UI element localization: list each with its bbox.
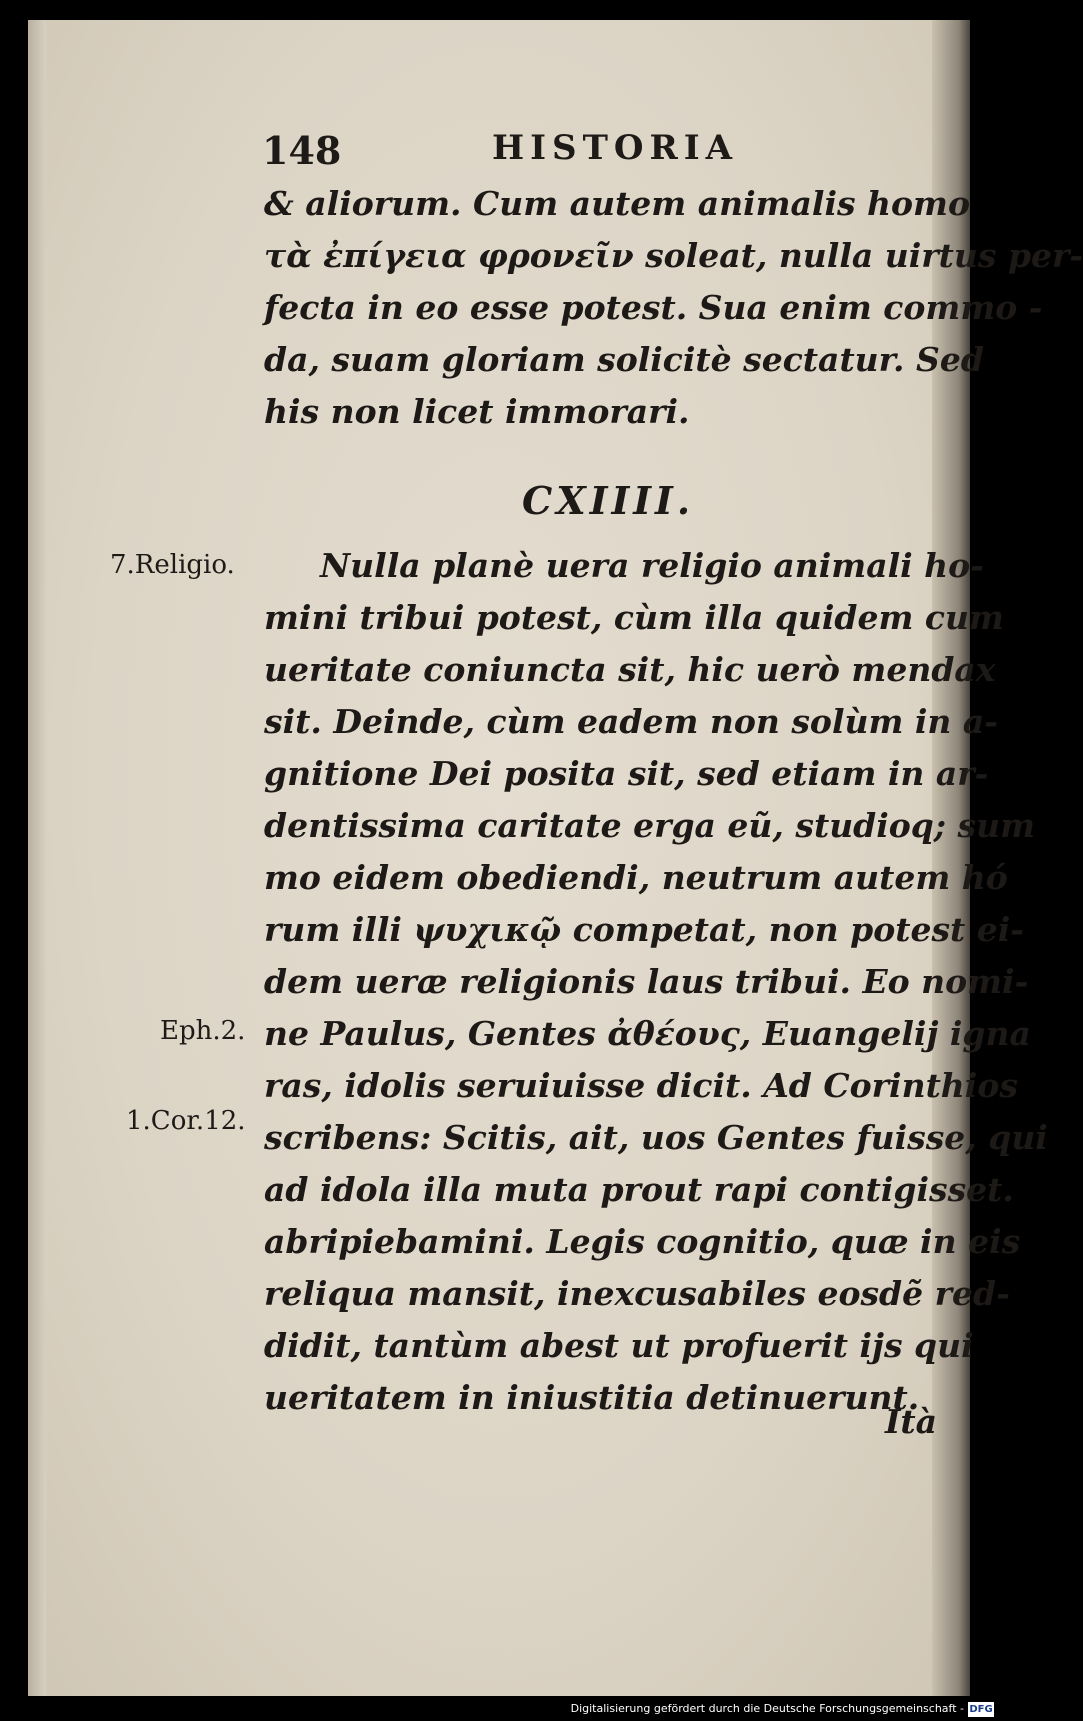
- text-line: mo eidem obediendi, neutrum autem hó: [264, 858, 1008, 897]
- text-line: ueritatem in iniustitia detinuerunt.: [264, 1378, 920, 1417]
- catchword: Ità: [885, 1402, 938, 1441]
- text-line: dentissima caritate erga eũ, studioq; sum: [264, 806, 1036, 845]
- margin-note-religio: 7.Religio.: [110, 550, 235, 580]
- text-line: rum illi ψυχικῷ competat, non potest ei-: [264, 910, 1024, 949]
- text-line: his non licet immorari.: [264, 392, 690, 431]
- text-line: mini tribui potest, cùm illa quidem cum: [264, 598, 1004, 637]
- text-line: abripiebamini. Legis cognitio, quæ in eis: [264, 1222, 1021, 1261]
- paragraph-main: [264, 540, 1048, 1424]
- text-line: sit. Deinde, cùm eadem non solùm in a-: [264, 702, 998, 741]
- footer-bar: [0, 1700, 1000, 1721]
- text-line: reliqua mansit, inexcusabiles eosdẽ red-: [264, 1274, 1010, 1313]
- text-line: ad idola illa muta prout rapi contigisset.: [264, 1170, 1014, 1209]
- text-line: didit, tantùm abest ut profuerit ijs qui: [264, 1326, 974, 1365]
- text-line: ne Paulus, Gentes ἀθέους, Euangelij igna: [264, 1014, 1031, 1053]
- text-line: da, suam gloriam solicitè sectatur. Sed: [264, 340, 984, 379]
- paragraph-top: [264, 178, 1083, 438]
- text-line: dem ueræ religionis laus tribui. Eo nomi-: [264, 962, 1029, 1001]
- text-line: Nulla planè uera religio animali ho-: [320, 546, 984, 585]
- margin-note-cor: 1.Cor.12.: [126, 1106, 246, 1136]
- text-line: scribens: Scitis, ait, uos Gentes fuisse, qui: [264, 1118, 1048, 1157]
- page-gutter: [28, 20, 46, 1696]
- running-title: HISTORIA: [492, 128, 739, 168]
- text-line: fecta in eo esse potest. Sua enim commo -: [264, 288, 1043, 327]
- text-line: gnitione Dei posita sit, sed etiam in ar-: [264, 754, 989, 793]
- margin-note-eph: Eph.2.: [160, 1016, 246, 1046]
- dfg-logo: DFG: [969, 1704, 993, 1715]
- section-number: CXIIII.: [522, 478, 695, 523]
- text-line: & aliorum. Cum autem animalis homo: [264, 184, 970, 223]
- funding-credit: Digitalisierung gefördert durch die Deutsche Forschungsgemeinschaft -: [570, 1702, 964, 1715]
- page-number: 148: [262, 128, 342, 173]
- text-line: ras, idolis seruiuisse dicit. Ad Corinthios: [264, 1066, 1018, 1105]
- text-line: τὰ ἐπίγεια φρονεῖν soleat, nulla uirtus per-: [264, 236, 1083, 275]
- text-line: ueritate coniuncta sit, hic uerò mendax: [264, 650, 996, 689]
- page-header: [262, 128, 782, 178]
